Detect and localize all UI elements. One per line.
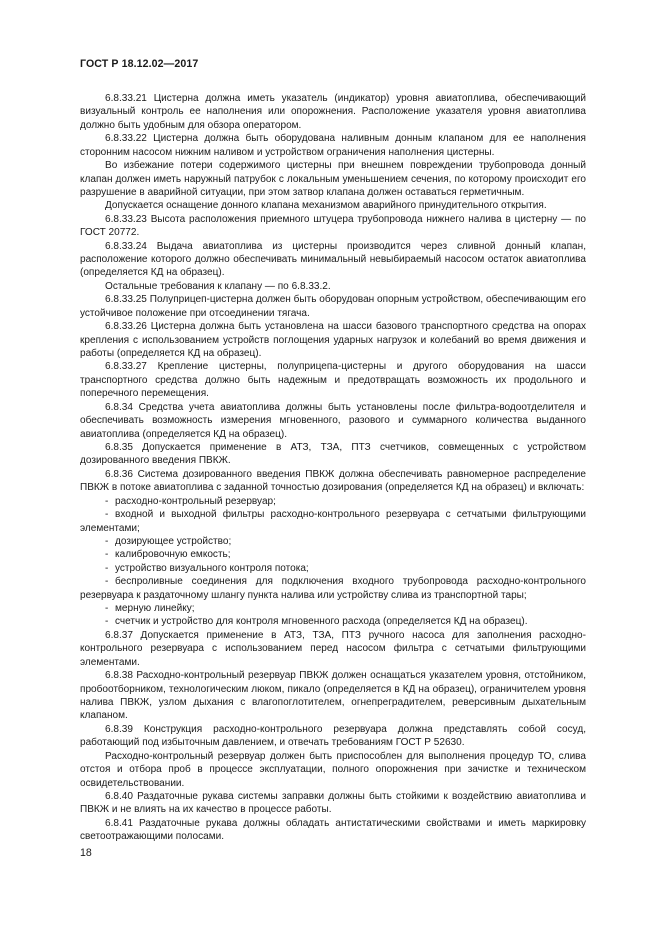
paragraph: 6.8.39 Конструкция расходно-контрольного резервуара должна представлять собой сосуд, работающий под избыточным давлением, и отвечать требованиям ГОСТ Р 52630. (80, 723, 586, 749)
list-dash: - (105, 616, 109, 628)
list-dash: - (105, 562, 109, 574)
page-number: 18 (80, 847, 92, 859)
list-item (80, 548, 586, 561)
list-item (80, 562, 586, 575)
list-item-text: дозирующее устройство; (115, 535, 232, 547)
paragraph: 6.8.38 Расходно-контрольный резервуар ПВКЖ должен оснащаться указателем уровня, отстойником, пробоотборником, технологическим люком, пикало (определяется в КД на образец), ограничителем уровня налива ПВКЖ, узлом дыхания с влагопоглотителем, огнепреградителем, реверсивным дыхательным клапаном. (80, 670, 586, 722)
list-item (80, 495, 586, 508)
list-dash: - (105, 535, 109, 547)
list-dash: - (105, 603, 109, 615)
list-item-text: входной и выходной фильтры расходно-контрольного резервуара с сетчатыми фильтрующими элементами; (80, 509, 586, 534)
list-item (80, 535, 586, 548)
paragraph: Расходно-контрольный резервуар должен быть приспособлен для выполнения процедур ТО, слива отстоя и отбора проб в процессе эксплуатации, полного опорожнения при зачистке и техническом освидетельствовании. (80, 750, 586, 789)
paragraph: 6.8.33.24 Выдача авиатоплива из цистерны производится через сливной донный клапан, расположение которого должно обеспечивать минимальный невыбираемый насосом остаток авиатоплива (определяется КД на образец). (80, 240, 586, 279)
list-dash: - (105, 495, 109, 507)
paragraph: Остальные требования к клапану — по 6.8.33.2. (105, 280, 331, 292)
paragraph: 6.8.33.27 Крепление цистерны, полуприцепа-цистерны и другого оборудования на шасси транспортного средства должно быть надежным и предотвращать возможность их продольного и поперечного перемещения. (80, 361, 586, 400)
list-item (80, 602, 586, 615)
paragraph: 6.8.33.23 Высота расположения приемного штуцера трубопровода нижнего налива в цистерну — по ГОСТ 20772. (80, 213, 586, 239)
list-item-text: мерную линейку; (115, 603, 195, 615)
list-item-text: расходно-контрольный резервуар; (115, 495, 276, 507)
paragraph: 6.8.41 Раздаточные рукава должны обладать антистатическими свойствами и иметь маркировку светоотражающими полосами. (80, 817, 586, 843)
list-dash: - (105, 576, 109, 588)
paragraph: 6.8.34 Средства учета авиатоплива должны быть установлены после фильтра-водоотделителя и обеспечивать возможность измерения мгновенного, разового и суммарного количества выданного авиатоплива (определяется КД на образец). (80, 401, 586, 440)
paragraph: 6.8.40 Раздаточные рукава системы заправки должны быть стойкими к воздействию авиатоплива и ПВКЖ и не влиять на их качество в процессе работы. (80, 790, 586, 816)
list-dash: - (105, 549, 109, 561)
paragraph: 6.8.33.21 Цистерна должна иметь указатель (индикатор) уровня авиатоплива, обеспечивающий визуальный контроль ее наполнения или опорожнения. Расположение указателя уровня авиатоплива должно быть удобным для обзора оператором. (80, 93, 586, 131)
paragraph: 6.8.37 Допускается применение в АТЗ, ТЗА, ПТЗ ручного насоса для заполнения расходно-контрольного резервуара с использованием перед насосом фильтра с сетчатыми фильтрующими элементами. (80, 629, 586, 668)
list-item (80, 508, 586, 535)
paragraph: Во избежание потери содержимого цистерны при внешнем повреждении трубопровода донный клапан должен иметь наружный патрубок с локальным уменьшением сечения, по которому происходит его разрушение в аварийной ситуации, при этом затвор клапана должен оставаться герметичным. (80, 160, 586, 198)
list-item (80, 615, 586, 628)
list-item (80, 575, 586, 602)
document-header: ГОСТ Р 18.12.02—2017 (80, 58, 199, 70)
list-dash: - (105, 509, 109, 521)
list-item-text: устройство визуального контроля потока; (115, 562, 309, 574)
paragraph: 6.8.33.26 Цистерна должна быть установлена на шасси базового транспортного средства на опорах крепления с использованием устройств поглощения ударных нагрузок и колебаний во время движения и работы (определяется КД на образец). (80, 321, 586, 360)
document-body (80, 92, 586, 844)
paragraph: 6.8.36 Система дозированного введения ПВКЖ должна обеспечивать равномерное распределение ПВКЖ в потоке авиатоплива с заданной точностью дозирования (определяется КД на образец) и включать: (80, 468, 586, 494)
paragraph: Допускается оснащение донного клапана механизмом аварийного принудительного открытия. (105, 200, 547, 212)
paragraph: 6.8.33.22 Цистерна должна быть оборудована наливным донным клапаном для ее наполнения сторонним насосом нижним наливом и устройством ограничения наполнения цистерны. (80, 133, 586, 158)
paragraph: 6.8.33.25 Полуприцеп-цистерна должен быть оборудован опорным устройством, обеспечивающим его устойчивое положение при отсоединении тягача. (80, 294, 586, 319)
paragraph: 6.8.35 Допускается применение в АТЗ, ТЗА, ПТЗ счетчиков, совмещенных с устройством дозированного введения ПВКЖ. (80, 441, 586, 467)
list-item-text: калибровочную емкость; (115, 549, 231, 561)
list-item-text: счетчик и устройство для контроля мгновенного расхода (определяется КД на образец). (115, 616, 528, 628)
list-item-text: беспроливные соединения для подключения входного трубопровода расходно-контрольного резервуара к раздаточному шлангу пункта налива или устройству слива из транспортной тары; (80, 576, 586, 601)
